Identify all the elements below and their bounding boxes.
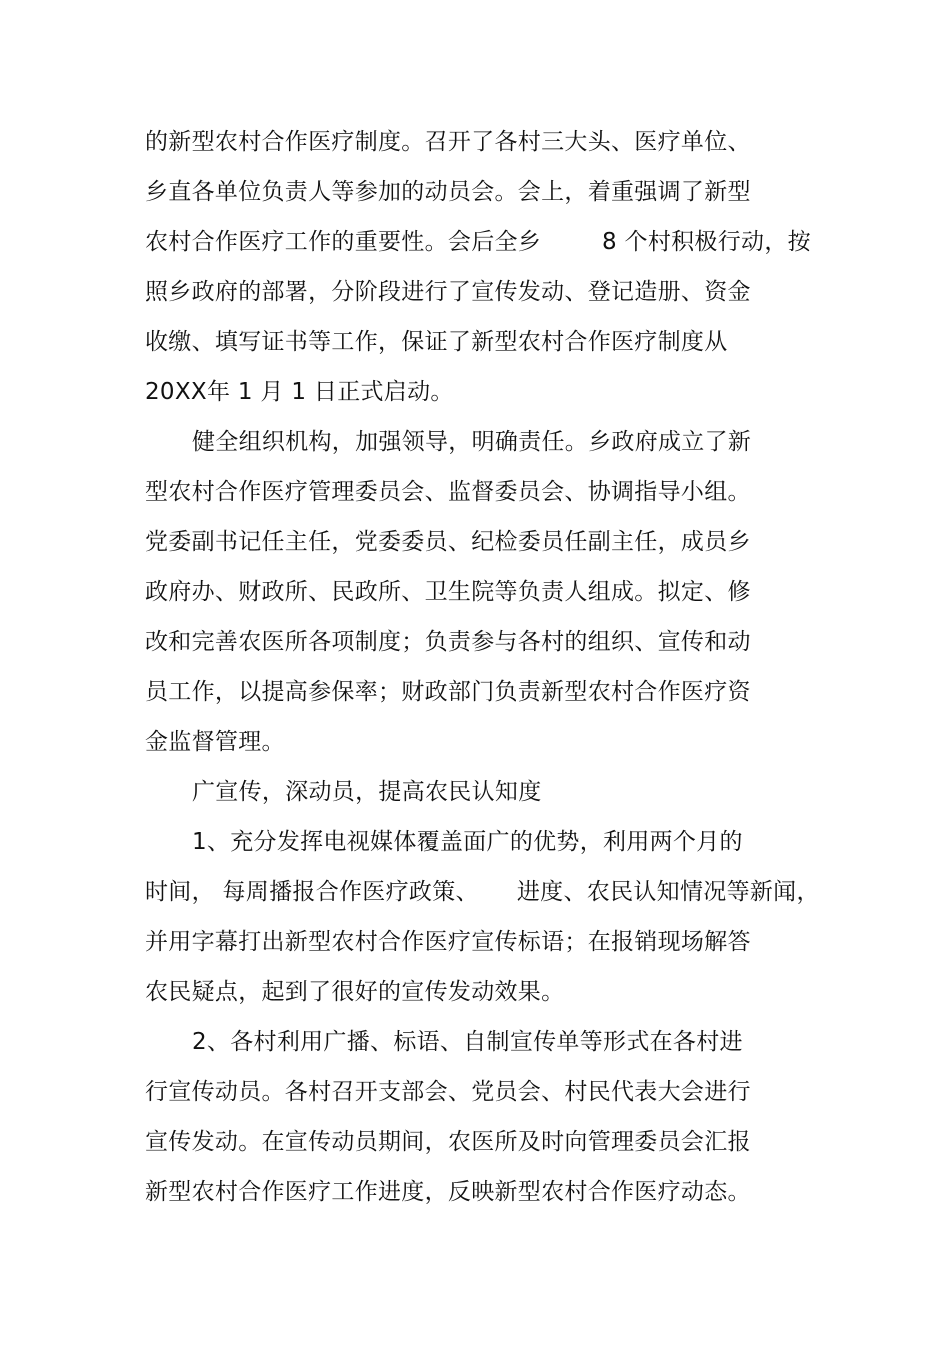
text-line: 照乡政府的部署，分阶段进行了宣传发动、登记造册、资金	[145, 279, 751, 305]
text-line: 行宣传动员。各村召开支部会、党员会、村民代表大会进行	[145, 1079, 751, 1105]
text-line: 农民疑点，起到了很好的宣传发动效果。	[145, 979, 565, 1005]
text-line: 农村合作医疗工作的重要性。会后全乡 8 个村积极行动，按	[145, 229, 811, 255]
paragraph-start-line: 2、各村利用广播、标语、自制宣传单等形式在各村进	[192, 1029, 743, 1055]
text-line: 时间， 每周播报合作医疗政策、 进度、农民认知情况等新闻，	[145, 879, 820, 905]
text-line: 20XX年 1 月 1 日正式启动。	[145, 379, 454, 405]
paragraph-start-line: 1、充分发挥电视媒体覆盖面广的优势，利用两个月的	[192, 829, 743, 855]
text-line: 的新型农村合作医疗制度。召开了各村三大头、医疗单位、	[145, 129, 751, 155]
text-line: 新型农村合作医疗工作进度，反映新型农村合作医疗动态。	[145, 1179, 751, 1205]
text-line: 金监督管理。	[145, 729, 285, 755]
text-line: 政府办、财政所、民政所、卫生院等负责人组成。拟定、修	[145, 579, 751, 605]
text-line: 改和完善农医所各项制度；负责参与各村的组织、宣传和动	[145, 629, 751, 655]
text-line: 收缴、填写证书等工作，保证了新型农村合作医疗制度从	[145, 329, 728, 355]
paragraph-start-line: 健全组织机构，加强领导，明确责任。乡政府成立了新	[192, 429, 752, 455]
text-line: 型农村合作医疗管理委员会、监督委员会、协调指导小组。	[145, 479, 751, 505]
text-line: 乡直各单位负责人等参加的动员会。会上，着重强调了新型	[145, 179, 751, 205]
text-line: 员工作，以提高参保率；财政部门负责新型农村合作医疗资	[145, 679, 751, 705]
text-line: 宣传发动。在宣传动员期间，农医所及时向管理委员会汇报	[145, 1129, 751, 1155]
text-line: 并用字幕打出新型农村合作医疗宣传标语；在报销现场解答	[145, 929, 751, 955]
text-line: 党委副书记任主任，党委委员、纪检委员任副主任，成员乡	[145, 529, 751, 555]
section-heading: 广宣传，深动员，提高农民认知度	[192, 779, 542, 805]
